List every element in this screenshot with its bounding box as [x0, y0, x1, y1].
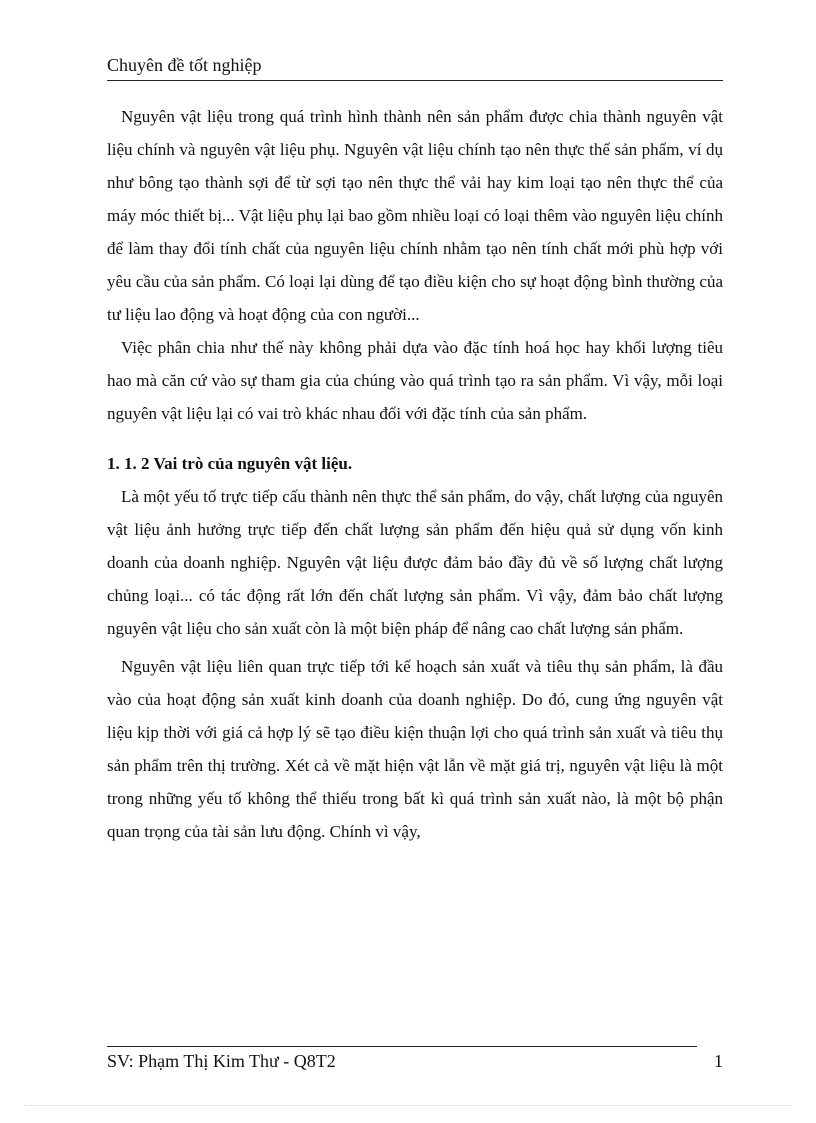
paragraph: Là một yếu tố trực tiếp cấu thành nên thực thể sản phẩm, do vậy, chất lượng của nguyên vật liệu ảnh hưởng trực tiếp đến chất lượng sản phẩm đến hiệu quả sử dụng vốn kinh doanh của doanh nghiệp. Nguyên vật liệu được đảm bảo đầy đủ về số lượng chất lượng chủng loại... có tác động rất lớn đến chất lượng sản phẩm. Vì vậy, đảm bảo chất lượng nguyên vật liệu cho sản xuất còn là một biện pháp để nâng cao chất lượng sản phẩm.: [107, 487, 723, 638]
page-edge-divider: [24, 1105, 792, 1106]
footer-divider: [107, 1046, 697, 1047]
section-heading: 1. 1. 2 Vai trò của nguyên vật liệu.: [107, 454, 353, 473]
footer-author: SV: Phạm Thị Kim Thư - Q8T2: [107, 1051, 336, 1071]
header-title: Chuyên đề tốt nghiệp: [107, 55, 262, 75]
paragraph: Việc phân chia như thế này không phải dựa vào đặc tính hoá học hay khối lượng tiêu hao mà căn cứ vào sự tham gia của chúng vào quá trình tạo ra sản phẩm. Vì vậy, mỗi loại nguyên vật liệu lại có vai trò khác nhau đối với đặc tính của sản phẩm.: [107, 338, 723, 423]
paragraph: Nguyên vật liệu liên quan trực tiếp tới kế hoạch sản xuất và tiêu thụ sản phẩm, là đầu vào của hoạt động sản xuất kinh doanh của doanh nghiệp. Do đó, cung ứng nguyên vật liệu kịp thời với giá cả hợp lý sẽ tạo điều kiện thuận lợi cho quá trình sản xuất và tiêu thụ sản phẩm trên thị trường. Xét cả về mặt hiện vật lẫn về mặt giá trị, nguyên vật liệu là một trong những yếu tố không thể thiếu trong bất kì quá trình sản xuất nào, là một bộ phận quan trọng của tài sản lưu động. Chính vì vậy,: [107, 657, 723, 841]
paragraph: Nguyên vật liệu trong quá trình hình thành nên sản phẩm được chia thành nguyên vật liệu chính và nguyên vật liệu phụ. Nguyên vật liệu chính tạo nên thực thể sản phẩm, ví dụ như bông tạo thành sợi để từ sợi tạo nên thực thể vải hay kim loại tạo nên thực thể của máy móc thiết bị... Vật liệu phụ lại bao gồm nhiều loại có loại thêm vào nguyên liệu chính để làm thay đổi tính chất của nguyên liệu chính nhằm tạo nên tính chất mới phù hợp với yêu cầu của sản phẩm. Có loại lại dùng để tạo điều kiện cho sự hoạt động bình thường của tư liệu lao động và hoạt động của con người...: [107, 107, 723, 324]
document-body: [107, 100, 723, 848]
page-header: [107, 52, 723, 81]
page-number: 1: [714, 1051, 723, 1071]
